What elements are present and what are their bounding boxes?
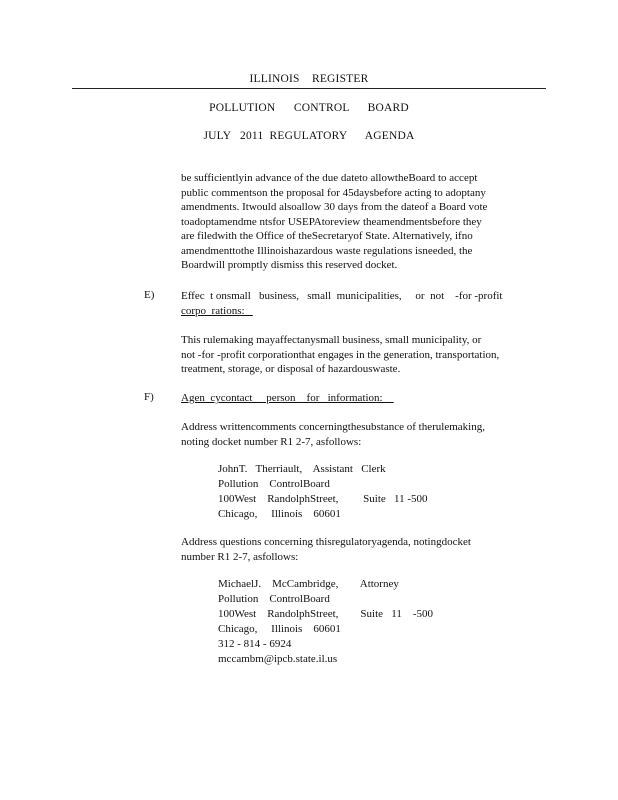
comments-intro (181, 420, 503, 449)
section-e-label: E) (144, 289, 155, 301)
address-line: JohnT. Therriault, Assistant Clerk (218, 463, 386, 475)
paragraph-line: Boardwill promptly dismiss this reserved docket. (181, 259, 398, 271)
paragraph-line: treatment, storage, or disposal of hazardouswaste. (181, 363, 401, 375)
email-address: mccambm@ipcb.state.il.us (218, 653, 338, 665)
header-rule (72, 88, 546, 89)
paragraph-line: noting docket number R1 2-7, asfollows: (181, 435, 362, 448)
paragraph-line: number R1 2-7, asfollows: (181, 550, 299, 563)
paragraph-line: This rulemaking mayaffectanysmall business, small municipality, or (181, 334, 482, 346)
paragraph-line: are filedwith the Office of theSecretaryof State. Alternatively, ifno (181, 230, 473, 242)
address-line: 100West RandolphStreet, Suite 11 -500 (218, 493, 428, 505)
paragraph-line: not -for -profit corporationthat engages in the generation, transportation, (181, 348, 500, 361)
paragraph-line: amendments. Itwould alsoallow 30 days from the dateof a Board vote (181, 201, 488, 213)
address-line: Pollution ControlBoard (218, 593, 330, 605)
address-line: Pollution ControlBoard (218, 478, 330, 490)
questions-intro (181, 535, 503, 564)
paragraph-line: be sufficientlyin advance of the due dateto allowtheBoard to accept (181, 172, 478, 184)
address-line: MichaelJ. McCambridge, Attorney (218, 578, 399, 590)
section-e-body (181, 333, 503, 377)
section-e-heading (181, 289, 503, 318)
paragraph-line: toadoptamendme ntsfor USEPAtoreview theamendmentsbefore they (181, 215, 482, 228)
paragraph-line: Address writtencomments concerningthesubstance of therulemaking, (181, 421, 485, 433)
intro-paragraph (181, 171, 503, 273)
section-f-label: F) (144, 391, 154, 403)
register-title: ILLINOIS REGISTER (249, 73, 369, 85)
paragraph-line: Address questions concerning thisregulatoryagenda, notingdocket (181, 536, 471, 548)
phone-number: 312 - 814 - 6924 (218, 638, 292, 650)
agenda-title: JULY 2011 REGULATORY AGENDA (203, 130, 415, 142)
section-e-heading-line: Effec t onsmall business, small municipalities, or not -for -profit (181, 290, 503, 302)
address-line: Chicago, Illinois 60601 (218, 508, 341, 520)
paragraph-line: amendmenttothe Illinoishazardous waste regulations isneeded, the (181, 244, 473, 257)
section-f-heading (181, 391, 394, 406)
section-f-heading-text: Agen cycontact person for information: (181, 392, 394, 404)
comments-address-block (218, 462, 428, 522)
address-line: 100West RandolphStreet, Suite 11 -500 (218, 608, 434, 620)
questions-address-block (218, 577, 433, 667)
address-line: Chicago, Illinois 60601 (218, 623, 341, 635)
board-title: POLLUTION CONTROL BOARD (209, 102, 409, 114)
paragraph-line: public commentson the proposal for 45daysbefore acting to adoptany (181, 186, 486, 199)
section-e-heading-line: corpo rations: (181, 304, 253, 317)
